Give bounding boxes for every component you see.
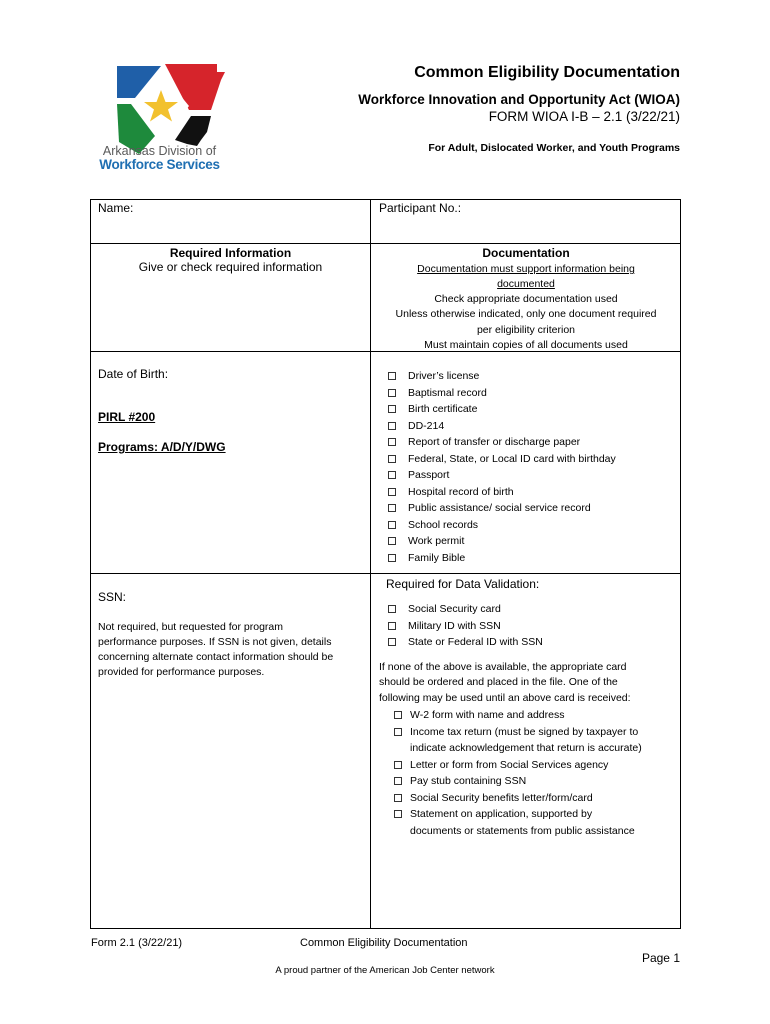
logo-text-line2: Workforce Services	[99, 157, 220, 172]
document-title: Common Eligibility Documentation	[414, 64, 680, 81]
form-number: FORM WIOA I-B – 2.1 (3/22/21)	[488, 109, 680, 124]
row-divider-name	[90, 243, 681, 244]
list-item[interactable]: Social Security benefits letter/form/card	[380, 790, 642, 807]
fallback-text-1: If none of the above is available, the appropriate card	[379, 661, 627, 673]
checkbox[interactable]	[394, 711, 402, 719]
dob-document-list	[386, 368, 616, 566]
list-item[interactable]: Income tax return (must be signed by taxpayer to	[380, 724, 642, 741]
ssn-label[interactable]: SSN:	[98, 590, 127, 604]
page-number: Page 1	[641, 951, 680, 965]
list-item[interactable]: Federal, State, or Local ID card with birthday	[386, 451, 616, 468]
list-item[interactable]: Social Security card	[386, 601, 543, 618]
checkbox[interactable]	[394, 777, 402, 785]
act-name: Workforce Innovation and Opportunity Act (WIOA)	[358, 92, 680, 107]
checkbox[interactable]	[388, 389, 396, 397]
alternate-document-list	[380, 707, 642, 839]
documentation-note-1: Documentation must support information being	[417, 263, 635, 275]
checkbox[interactable]	[388, 438, 396, 446]
checkbox[interactable]	[388, 605, 396, 613]
documentation-note-2: documented	[497, 278, 555, 290]
footer-title: Common Eligibility Documentation	[300, 937, 468, 949]
dob-programs: Programs: A/D/Y/DWG	[98, 440, 226, 454]
list-item[interactable]: School records	[386, 517, 616, 534]
fallback-text-2: should be ordered and placed in the file. One of the	[379, 676, 618, 688]
documentation-note-6: Must maintain copies of all documents used	[424, 339, 628, 351]
footer-form-number: Form 2.1 (3/22/21)	[91, 937, 183, 949]
list-item[interactable]: Passport	[386, 467, 616, 484]
logo-text-line1: Arkansas Division of	[102, 144, 217, 158]
ssn-note-3: concerning alternate contact information should be	[98, 651, 334, 663]
checkbox[interactable]	[388, 372, 396, 380]
list-item[interactable]: Hospital record of birth	[386, 484, 616, 501]
validation-title: Required for Data Validation:	[386, 577, 540, 591]
checkbox[interactable]	[388, 537, 396, 545]
list-item[interactable]: Birth certificate	[386, 401, 616, 418]
ssn-note-2: performance purposes. If SSN is not given, details	[98, 636, 332, 648]
list-item[interactable]: Pay stub containing SSN	[380, 773, 642, 790]
documentation-note-3: Check appropriate documentation used	[434, 293, 618, 305]
checkbox[interactable]	[388, 488, 396, 496]
ssn-note-4: provided for performance purposes.	[98, 666, 265, 678]
checkbox[interactable]	[394, 761, 402, 769]
list-item[interactable]: Baptismal record	[386, 385, 616, 402]
list-item[interactable]: State or Federal ID with SSN	[386, 634, 543, 651]
required-info-title: Required Information	[169, 246, 292, 260]
list-item[interactable]: DD-214	[386, 418, 616, 435]
checkbox[interactable]	[388, 405, 396, 413]
checkbox[interactable]	[388, 554, 396, 562]
list-item[interactable]: Letter or form from Social Services agency	[380, 757, 642, 774]
list-item[interactable]: Work permit	[386, 533, 616, 550]
program-scope: For Adult, Dislocated Worker, and Youth Programs	[428, 142, 680, 154]
fallback-text-3: following may be used until an above card is received:	[379, 692, 631, 704]
list-item[interactable]: W-2 form with name and address	[380, 707, 642, 724]
list-item[interactable]: Public assistance/ social service record	[386, 500, 616, 517]
row-divider-dob	[90, 573, 681, 574]
checkbox[interactable]	[388, 504, 396, 512]
checkbox[interactable]	[388, 422, 396, 430]
checkbox[interactable]	[388, 455, 396, 463]
checkbox[interactable]	[388, 521, 396, 529]
checkbox[interactable]	[388, 471, 396, 479]
list-item[interactable]: Statement on application, supported by	[380, 806, 642, 823]
list-item-continuation: indicate acknowledgement that return is accurate)	[410, 742, 642, 754]
name-label[interactable]: Name:	[98, 201, 134, 215]
list-item[interactable]: Family Bible	[386, 550, 616, 567]
checkbox[interactable]	[388, 622, 396, 630]
logo-black-shape	[175, 116, 211, 146]
documentation-note-4: Unless otherwise indicated, only one document required	[395, 308, 657, 320]
ssn-note-1: Not required, but requested for program	[98, 621, 284, 633]
list-item[interactable]: Report of transfer or discharge paper	[386, 434, 616, 451]
dob-pirl: PIRL #200	[98, 410, 156, 424]
list-item[interactable]: Driver’s license	[386, 368, 616, 385]
list-item[interactable]: Military ID with SSN	[386, 618, 543, 635]
checkbox[interactable]	[394, 794, 402, 802]
required-info-subtitle: Give or check required information	[138, 260, 323, 274]
documentation-title: Documentation	[482, 246, 570, 260]
checkbox[interactable]	[394, 810, 402, 818]
participant-number-label[interactable]: Participant No.:	[379, 201, 462, 215]
checkbox[interactable]	[388, 638, 396, 646]
documentation-note-5: per eligibility criterion	[476, 324, 576, 336]
list-item-continuation: documents or statements from public assistance	[410, 824, 635, 837]
footer-partner: A proud partner of the American Job Center network	[275, 965, 495, 976]
dob-label[interactable]: Date of Birth:	[98, 367, 169, 381]
ssn-document-list	[386, 601, 543, 651]
checkbox[interactable]	[394, 728, 402, 736]
